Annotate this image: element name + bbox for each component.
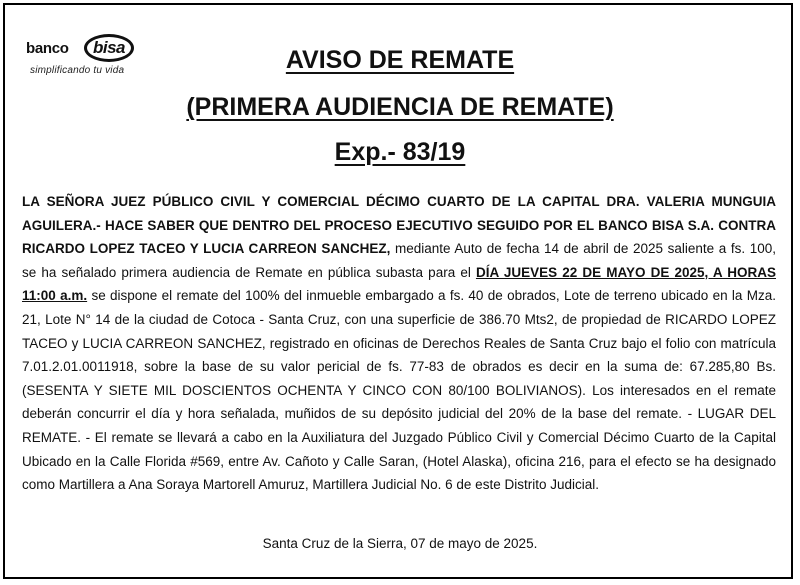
logo-wordmark: banco (26, 40, 69, 57)
notice-body (22, 190, 776, 497)
notice-title: AVISO DE REMATE (285, 46, 515, 74)
logo-tagline: simplificando tu vida (30, 65, 125, 76)
body-text-1: mediante Auto de fecha 14 de abril de 2025 saliente a fs. 100, se ha señalado primera audiencia de Remate en pública subasta para el (22, 241, 776, 280)
intro-bold-text: LA SEÑORA JUEZ PÚBLICO CIVIL Y COMERCIAL DÉCIMO CUARTO DE LA CAPITAL DRA. VALERIA MUNGUIA AGUILERA.- HACE SABER QUE DENTRO DEL PROCESO EJECUTIVO SEGUIDO POR EL BANCO BISA S.A. CONTRA RICARDO LOPEZ TACEO Y LUCIA CARREON SANCHEZ, (22, 194, 776, 257)
place-date: Santa Cruz de la Sierra, 07 de mayo de 2025. (262, 536, 538, 551)
notice-subtitle: (PRIMERA AUDIENCIA DE REMATE) (186, 93, 614, 121)
auction-date: DÍA JUEVES 22 DE MAYO DE 2025, A HORAS 11:00 a.m. (22, 264, 776, 304)
body-text-2: se dispone el remate del 100% del inmueble embargado a fs. 40 de obrados, Lote de terreno ubicado en la Mza. 21, Lote N° 14 de la ciudad de Cotoca - Santa Cruz, con una superficie de 386.70 Mts2, de propiedad de RICARDO LOPEZ TACEO y LUCIA CARREON SANCHEZ, registrado en oficinas de Derechos Reales de Santa Cruz bajo el folio con matrícula 7.01.2.01.0011918, sobre la base de su valor pericial de fs. 77-83 de obrados es decir en la suma de: 67.285,80 Bs. (SESENTA Y SIETE MIL DOSCIENTOS OCHENTA Y CINCO CON 80/100 BOLIVIANOS). Los interesados en el remate deberán concurrir el día y hora señalada, muñidos de su depósito judicial del 20% de la base del remate. - LUGAR DEL REMATE. - El remate se llevará a cabo en la Auxiliatura del Juzgado Público Civil y Comercial Décimo Cuarto de la Capital Ubicado en la Calle Florida #569, entre Av. Cañoto y Calle Saran, (Hotel Alaska), oficina 216, para el efecto se ha designado como Martillera a Ana Soraya Martorell Amuruz, Martillera Judicial No. 6 de este Distrito Judicial. (22, 288, 776, 493)
case-number: Exp.- 83/19 (334, 138, 466, 166)
logo-mark: bisa (84, 34, 134, 62)
